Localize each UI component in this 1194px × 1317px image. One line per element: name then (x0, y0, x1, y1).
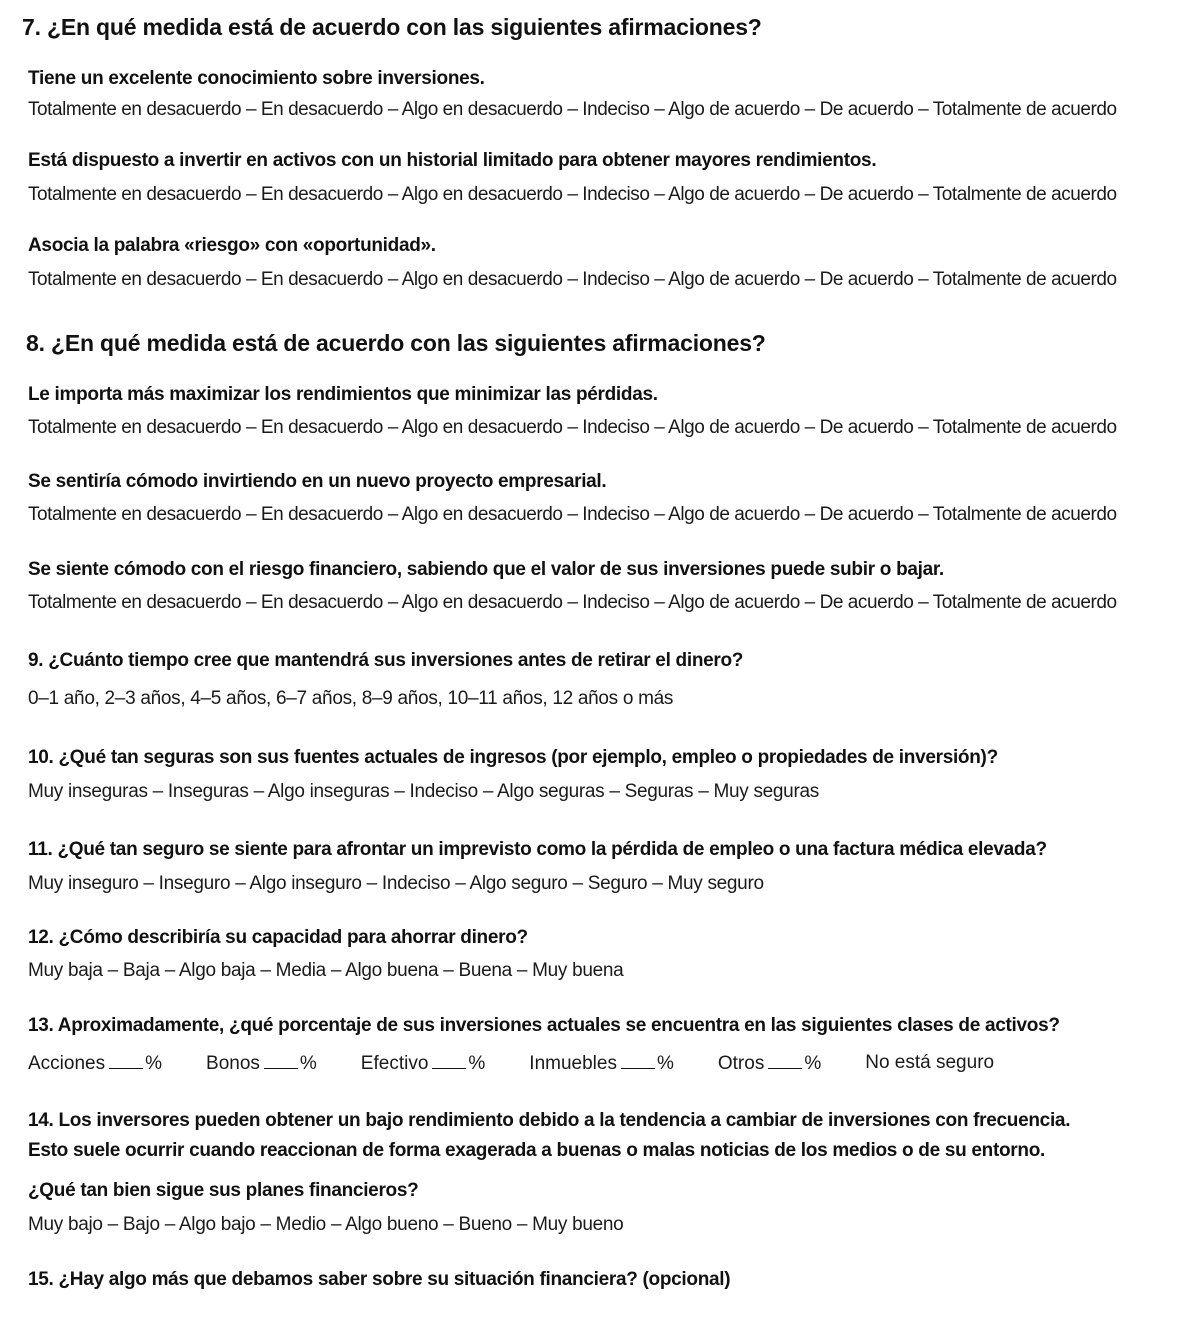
alloc-real-estate[interactable] (529, 1052, 674, 1075)
alloc-cash[interactable] (361, 1052, 486, 1075)
alloc-label: Bonos (206, 1053, 260, 1074)
question-10-title: 10. ¿Qué tan seguras son sus fuentes actuales de ingresos (por ejemplo, empleo o propiedades de inversión)? (28, 747, 998, 768)
alloc-label: Efectivo (360, 1053, 429, 1074)
percent-blank[interactable] (109, 1052, 143, 1069)
q8-scale-2[interactable]: Totalmente en desacuerdo – En desacuerdo – Algo en desacuerdo – Indeciso – Algo de acuerdo – De acuerdo – Totalmente de acuerdo (28, 504, 1117, 525)
percent-sign: % (299, 1053, 317, 1074)
q7-scale-3[interactable]: Totalmente en desacuerdo – En desacuerdo – Algo en desacuerdo – Indeciso – Algo de acuerdo – De acuerdo – Totalmente de acuerdo (28, 269, 1117, 290)
q7-statement-2: Está dispuesto a invertir en activos con un historial limitado para obtener mayores rendimientos. (28, 150, 877, 171)
question-8-title: 8. ¿En qué medida está de acuerdo con las siguientes afirmaciones? (26, 330, 766, 356)
q8-statement-1: Le importa más maximizar los rendimientos que minimizar las pérdidas. (28, 384, 658, 405)
question-11-title: 11. ¿Qué tan seguro se siente para afrontar un imprevisto como la pérdida de empleo o una factura médica elevada? (28, 839, 1047, 860)
percent-blank[interactable] (621, 1052, 655, 1069)
percent-sign: % (145, 1053, 163, 1074)
question-15-title: 15. ¿Hay algo más que debamos saber sobre su situación financiera? (opcional) (28, 1269, 731, 1290)
q12-options[interactable]: Muy baja – Baja – Algo baja – Media – Algo buena – Buena – Muy buena (28, 960, 624, 981)
percent-sign: % (804, 1053, 822, 1074)
question-7-title: 7. ¿En qué medida está de acuerdo con las siguientes afirmaciones? (22, 14, 762, 40)
question-14-title-line-2: Esto suele ocurrir cuando reaccionan de forma exagerada a buenas o malas noticias de los medios o de su entorno. (28, 1140, 1045, 1161)
question-9-title: 9. ¿Cuánto tiempo cree que mantendrá sus inversiones antes de retirar el dinero? (28, 650, 744, 671)
q7-scale-1[interactable]: Totalmente en desacuerdo – En desacuerdo – Algo en desacuerdo – Indeciso – Algo de acuerdo – De acuerdo – Totalmente de acuerdo (28, 99, 1117, 120)
question-14-title-line-1: 14. Los inversores pueden obtener un bajo rendimiento debido a la tendencia a cambiar de inversiones con frecuencia. (28, 1110, 1071, 1131)
q8-statement-2: Se sentiría cómodo invirtiendo en un nuevo proyecto empresarial. (28, 471, 607, 492)
q8-scale-1[interactable]: Totalmente en desacuerdo – En desacuerdo – Algo en desacuerdo – Indeciso – Algo de acuerdo – De acuerdo – Totalmente de acuerdo (28, 417, 1117, 438)
q13-allocation-row (28, 1052, 1038, 1075)
alloc-bonds[interactable] (206, 1052, 317, 1075)
question-13-title: 13. Aproximadamente, ¿qué porcentaje de sus inversiones actuales se encuentra en las siguientes clases de activos? (28, 1015, 1060, 1036)
percent-blank[interactable] (432, 1052, 466, 1069)
q8-statement-3: Se siente cómodo con el riesgo financiero, sabiendo que el valor de sus inversiones puede subir o bajar. (28, 559, 944, 580)
alloc-unsure[interactable]: No está seguro (865, 1052, 995, 1073)
alloc-other[interactable] (718, 1052, 821, 1075)
q11-options[interactable]: Muy inseguro – Inseguro – Algo inseguro – Indeciso – Algo seguro – Seguro – Muy seguro (28, 873, 764, 894)
q8-scale-3[interactable]: Totalmente en desacuerdo – En desacuerdo – Algo en desacuerdo – Indeciso – Algo de acuerdo – De acuerdo – Totalmente de acuerdo (28, 592, 1117, 613)
q7-scale-2[interactable]: Totalmente en desacuerdo – En desacuerdo – Algo en desacuerdo – Indeciso – Algo de acuerdo – De acuerdo – Totalmente de acuerdo (28, 184, 1117, 205)
alloc-label: Otros (717, 1053, 765, 1074)
alloc-label: Inmuebles (529, 1053, 617, 1074)
question-12-title: 12. ¿Cómo describiría su capacidad para ahorrar dinero? (28, 927, 528, 948)
percent-blank[interactable] (768, 1052, 802, 1069)
q9-options[interactable]: 0–1 año, 2–3 años, 4–5 años, 6–7 años, 8–9 años, 10–11 años, 12 años o más (28, 688, 674, 709)
alloc-label: Acciones (28, 1053, 106, 1074)
q10-options[interactable]: Muy inseguras – Inseguras – Algo inseguras – Indeciso – Algo seguras – Seguras – Muy seguras (28, 781, 819, 802)
percent-blank[interactable] (264, 1052, 298, 1069)
q14-options[interactable]: Muy bajo – Bajo – Algo bajo – Medio – Algo bueno – Bueno – Muy bueno (28, 1214, 624, 1235)
question-14-subquestion: ¿Qué tan bien sigue sus planes financieros? (28, 1180, 419, 1201)
q7-statement-3: Asocia la palabra «riesgo» con «oportunidad». (28, 235, 436, 256)
alloc-stocks[interactable] (28, 1052, 162, 1075)
q7-statement-1: Tiene un excelente conocimiento sobre inversiones. (28, 68, 485, 89)
percent-sign: % (468, 1053, 486, 1074)
percent-sign: % (656, 1053, 674, 1074)
